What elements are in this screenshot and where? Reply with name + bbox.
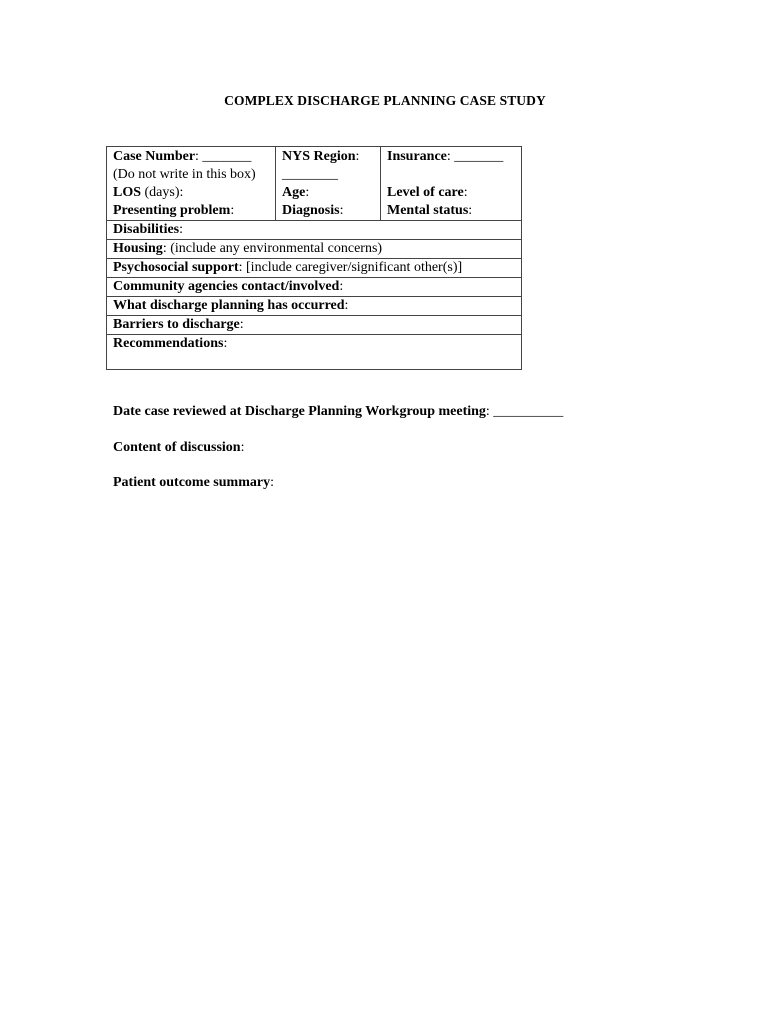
content-of-discussion-colon: :: [240, 440, 245, 455]
mental-status-colon: :: [468, 203, 473, 218]
psychosocial-label: Psychosocial support: [113, 260, 239, 275]
discharge-occurred-colon: :: [344, 298, 349, 313]
content-of-discussion-line: [113, 440, 244, 456]
barriers-label: Barriers to discharge: [113, 317, 240, 332]
insurance-cell: [381, 147, 522, 185]
form-row-psychosocial: [107, 259, 522, 278]
barriers-colon: :: [239, 317, 244, 332]
case-number-cell: [107, 147, 276, 185]
document-title: COMPLEX DISCHARGE PLANNING CASE STUDY: [224, 93, 546, 108]
case-number-label: Case Number: [113, 149, 196, 164]
nys-region-label: NYS Region: [282, 149, 356, 164]
form-row-los: [107, 184, 522, 202]
insurance-blank: : _______: [446, 149, 504, 164]
form-row-barriers: [107, 316, 522, 335]
recommendations-colon: :: [223, 336, 228, 351]
patient-outcome-label: Patient outcome summary: [113, 475, 271, 490]
form-row-case-number: [107, 147, 522, 185]
case-number-blank: : _______: [195, 149, 252, 164]
patient-outcome-colon: :: [270, 475, 274, 490]
nys-region-colon: :: [355, 149, 360, 164]
mental-status-cell: [381, 202, 522, 221]
diagnosis-cell: [276, 202, 381, 221]
form-row-recommendations: [107, 335, 522, 370]
recommendations-label: Recommendations: [113, 336, 224, 351]
housing-cell: [107, 240, 522, 259]
disabilities-cell: [107, 221, 522, 240]
nys-region-blank: ________: [282, 167, 338, 182]
date-reviewed-blank: : __________: [485, 404, 564, 419]
presenting-problem-label: Presenting problem: [113, 203, 231, 218]
form-row-housing: [107, 240, 522, 259]
psychosocial-rest: : [include caregiver/significant other(s)]: [238, 260, 463, 275]
insurance-label: Insurance: [387, 149, 447, 164]
housing-rest: : (include any environmental concerns): [162, 241, 383, 256]
level-of-care-cell: [381, 184, 522, 202]
presenting-problem-colon: :: [230, 203, 235, 218]
age-cell: [276, 184, 381, 202]
date-reviewed-label: Date case reviewed at Discharge Planning Workgroup meeting: [113, 404, 486, 419]
community-colon: :: [339, 279, 344, 294]
community-cell: [107, 278, 522, 297]
case-study-form-table: [106, 146, 522, 370]
psychosocial-cell: [107, 259, 522, 278]
community-label: Community agencies contact/involved: [113, 279, 340, 294]
nys-region-cell: [276, 147, 381, 185]
mental-status-label: Mental status: [387, 203, 469, 218]
recommendations-cell: [107, 335, 522, 370]
diagnosis-colon: :: [339, 203, 344, 218]
form-row-presenting-problem: [107, 202, 522, 221]
disabilities-label: Disabilities: [113, 222, 180, 237]
date-reviewed-line: [113, 404, 563, 420]
form-row-community: [107, 278, 522, 297]
los-cell: [107, 184, 276, 202]
discharge-occurred-cell: [107, 297, 522, 316]
patient-outcome-line: [113, 475, 274, 491]
case-number-note: (Do not write in this box): [113, 167, 256, 182]
housing-label: Housing: [113, 241, 163, 256]
content-of-discussion-label: Content of discussion: [113, 440, 241, 455]
barriers-cell: [107, 316, 522, 335]
diagnosis-label: Diagnosis: [282, 203, 340, 218]
discharge-occurred-label: What discharge planning has occurred: [113, 298, 345, 313]
disabilities-colon: :: [179, 222, 184, 237]
level-of-care-label: Level of care: [387, 185, 464, 200]
los-label: LOS: [113, 185, 142, 200]
presenting-problem-cell: [107, 202, 276, 221]
age-colon: :: [305, 185, 310, 200]
age-label: Age: [282, 185, 306, 200]
form-row-discharge-occurred: [107, 297, 522, 316]
form-row-disabilities: [107, 221, 522, 240]
level-of-care-colon: :: [463, 185, 468, 200]
los-rest: (days):: [141, 185, 184, 200]
